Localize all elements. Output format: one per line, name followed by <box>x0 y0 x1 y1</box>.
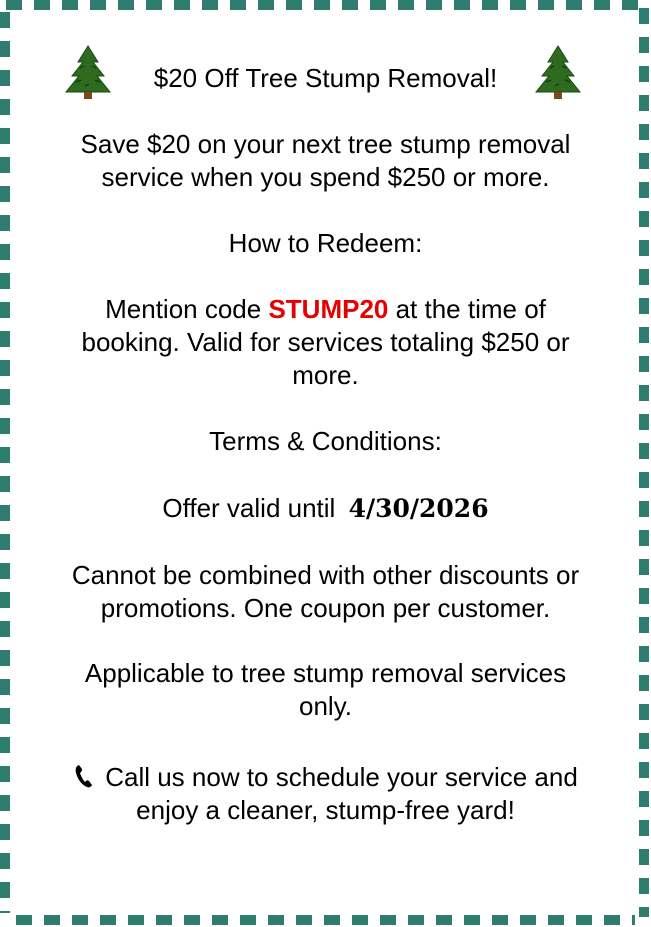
promo-code: STUMP20 <box>268 294 389 324</box>
combine-terms <box>30 559 621 625</box>
mention-line-3: more. <box>292 360 359 390</box>
dashed-border-bottom <box>16 915 635 925</box>
offer-validity <box>30 492 621 525</box>
intro-text <box>30 128 621 194</box>
cta-text-line-1: Call us now to schedule your service and <box>105 762 578 792</box>
redeem-heading: How to Redeem: <box>228 228 423 258</box>
cta-line-2: enjoy a cleaner, stump-free yard! <box>136 795 515 825</box>
phone-icon <box>73 763 95 789</box>
valid-date: 4/30/2026 <box>348 494 489 523</box>
combine-line-1: Cannot be combined with other discounts or <box>71 560 580 590</box>
mention-line-1 <box>30 293 621 326</box>
valid-prefix: Offer valid until <box>162 493 343 523</box>
combine-line-2: promotions. One coupon per customer. <box>100 593 551 623</box>
cta-line-1 <box>30 761 621 794</box>
mention-line-2: booking. Valid for services totaling $250 or <box>81 327 570 357</box>
call-to-action <box>30 761 621 827</box>
coupon-title: $20 Off Tree Stump Removal! <box>153 63 498 93</box>
dashed-border-top <box>6 0 645 10</box>
dashed-border-left <box>0 12 10 913</box>
intro-line-2: service when you spend $250 or more. <box>101 162 550 192</box>
dashed-border-right <box>639 8 649 917</box>
intro-line-1: Save $20 on your next tree stump removal <box>80 129 571 159</box>
applicable-terms <box>30 657 621 723</box>
applicable-line-2: only. <box>299 691 352 721</box>
applicable-line-1: Applicable to tree stump removal services <box>84 658 567 688</box>
pine-tree-icon <box>528 44 588 104</box>
title-row <box>30 44 621 104</box>
redeem-instructions <box>30 293 621 392</box>
terms-heading: Terms & Conditions: <box>209 426 442 456</box>
mention-suffix: at the time of <box>388 294 546 324</box>
mention-prefix: Mention code <box>105 294 269 324</box>
